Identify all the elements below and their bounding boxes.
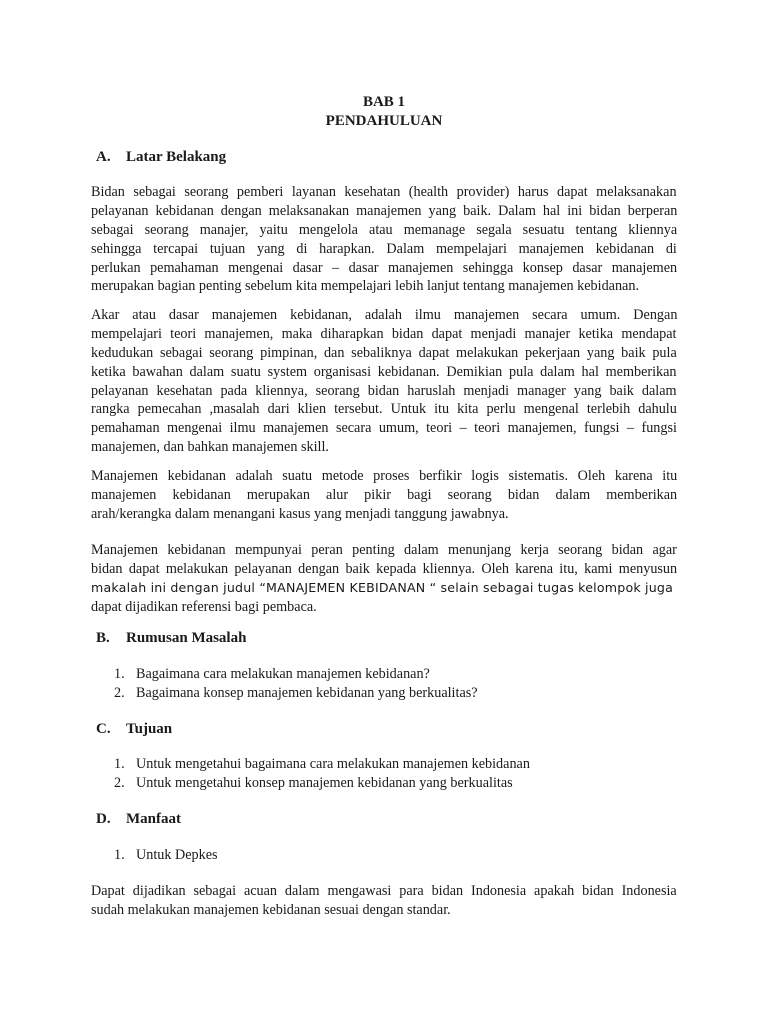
- section-b-list: [114, 665, 478, 703]
- paragraph-line: Akar atau dasar manajemen kebidanan, adalah ilmu manajemen secara umum. Dengan: [91, 307, 678, 323]
- section-d-heading: [96, 810, 181, 829]
- section-b-heading: [96, 629, 246, 648]
- paragraph-line: pemahaman mengenai ilmu manajemen secara umum, teori – teori manajemen, fungsi – fungsi: [91, 420, 677, 437]
- paragraph-line: makalah ini dengan judul “MANAJEMEN KEBIDANAN “ selain sebagai tugas kelompok juga: [91, 579, 674, 595]
- paragraph-line: pelayanan kebidanan dengan melaksanakan manajemen yang baik. Dalam hal ini bidan berperan: [91, 202, 678, 219]
- paragraph-line: mempelajari teori manajemen, maka diharapkan bidan dapat menjadi manajer ketika mendapat: [91, 325, 677, 342]
- paragraph-3: [91, 467, 677, 524]
- paragraph-5: [91, 882, 677, 920]
- paragraph-line: perlukan pemahaman mengenai dasar – dasar manajemen sehingga konsep dasar manajemen: [91, 259, 678, 276]
- section-a-title: Latar Belakang: [126, 149, 227, 165]
- paragraph-line: bidan dapat melakukan pelayanan dengan baik kepada kliennya. Oleh karena itu, kami menyusun: [91, 560, 678, 577]
- section-b-title: Rumusan Masalah: [126, 630, 247, 646]
- chapter-number: BAB 1: [362, 94, 406, 110]
- list-text: Untuk mengetahui bagaimana cara melakukan manajemen kebidanan: [136, 756, 530, 772]
- paragraph-line: sebagai seorang manajer, yaitu mengelola atau memanage segala sesuatu tentang kliennya: [91, 221, 678, 238]
- section-d-list: [114, 846, 218, 865]
- paragraph-line: kedudukan sebagai seorang pimpinan, dan sebaliknya dapat melakukan pekerjaan yang baik pula: [91, 344, 677, 361]
- section-d-letter: D.: [96, 811, 111, 827]
- chapter-title: PENDAHULUAN: [325, 113, 443, 129]
- section-c-title: Tujuan: [126, 721, 173, 737]
- list-number: 2.: [114, 775, 125, 791]
- list-item: [114, 774, 530, 793]
- paragraph-line: arah/kerangka dalam menangani kasus yang menjadi tanggung jawabnya.: [91, 505, 509, 522]
- paragraph-line: Bidan sebagai seorang pemberi layanan kesehatan (health provider) harus dapat melaksanakan: [91, 184, 677, 200]
- section-c-heading: [96, 720, 172, 739]
- paragraph-line: manajemen, dan bahkan manajemen skill.: [91, 439, 329, 456]
- section-c-list: [114, 755, 530, 793]
- list-text: Bagaimana konsep manajemen kebidanan yang berkualitas?: [136, 685, 478, 701]
- list-number: 2.: [114, 685, 125, 701]
- list-text: Untuk Depkes: [136, 847, 218, 863]
- paragraph-2: [91, 306, 677, 457]
- section-d-title: Manfaat: [126, 811, 181, 827]
- paragraph-line: sudah melakukan manajemen kebidanan sesuai dengan standar.: [91, 901, 451, 918]
- list-number: 1.: [114, 847, 125, 863]
- list-item: [114, 846, 218, 865]
- list-item: [114, 755, 530, 774]
- list-item: [114, 665, 478, 684]
- paragraph-line: ketika bawahan dalam suatu system organisasi kebidanan. Demikian pula dalam hal memberikan: [91, 363, 677, 380]
- paragraph-line: pelayanan kesehatan pada kliennya, seorang bidan haruslah menjadi manager yang baik dalam: [91, 382, 677, 399]
- paragraph-line: merupakan bagian penting sebelum kita mempelajari lebih lanjut tentang manajemen kebidanan.: [91, 278, 639, 295]
- section-c-letter: C.: [96, 721, 111, 737]
- paragraph-1: [91, 183, 677, 296]
- paragraph-4: [91, 541, 677, 617]
- paragraph-line: sehingga tercapai tujuan yang di harapkan. Dalam mempelajari manajemen kebidanan di: [91, 240, 677, 257]
- list-text: Bagaimana cara melakukan manajemen kebidanan?: [136, 666, 430, 682]
- list-number: 1.: [114, 666, 125, 682]
- section-b-letter: B.: [96, 630, 110, 646]
- paragraph-line: Manajemen kebidanan adalah suatu metode proses berfikir logis sistematis. Oleh karena itu: [91, 468, 678, 484]
- section-a-letter: A.: [96, 149, 111, 165]
- paragraph-line: manajemen kebidanan merupakan alur pikir bagi seorang bidan dalam memberikan: [91, 486, 678, 503]
- section-a-heading: [96, 148, 226, 167]
- paragraph-line: Dapat dijadikan sebagai acuan dalam mengawasi para bidan Indonesia apakah bidan Indonesia: [91, 883, 677, 899]
- paragraph-line: Manajemen kebidanan mempunyai peran penting dalam menunjang kerja seorang bidan agar: [91, 542, 677, 558]
- list-text: Untuk mengetahui konsep manajemen kebidanan yang berkualitas: [136, 775, 513, 791]
- list-number: 1.: [114, 756, 125, 772]
- paragraph-line: dapat dijadikan referensi bagi pembaca.: [91, 598, 317, 615]
- list-item: [114, 684, 478, 703]
- paragraph-line: rangka pemecahan ,masalah dari klien tersebut. Untuk itu kita perlu mengenal terlebih dahulu: [91, 401, 677, 418]
